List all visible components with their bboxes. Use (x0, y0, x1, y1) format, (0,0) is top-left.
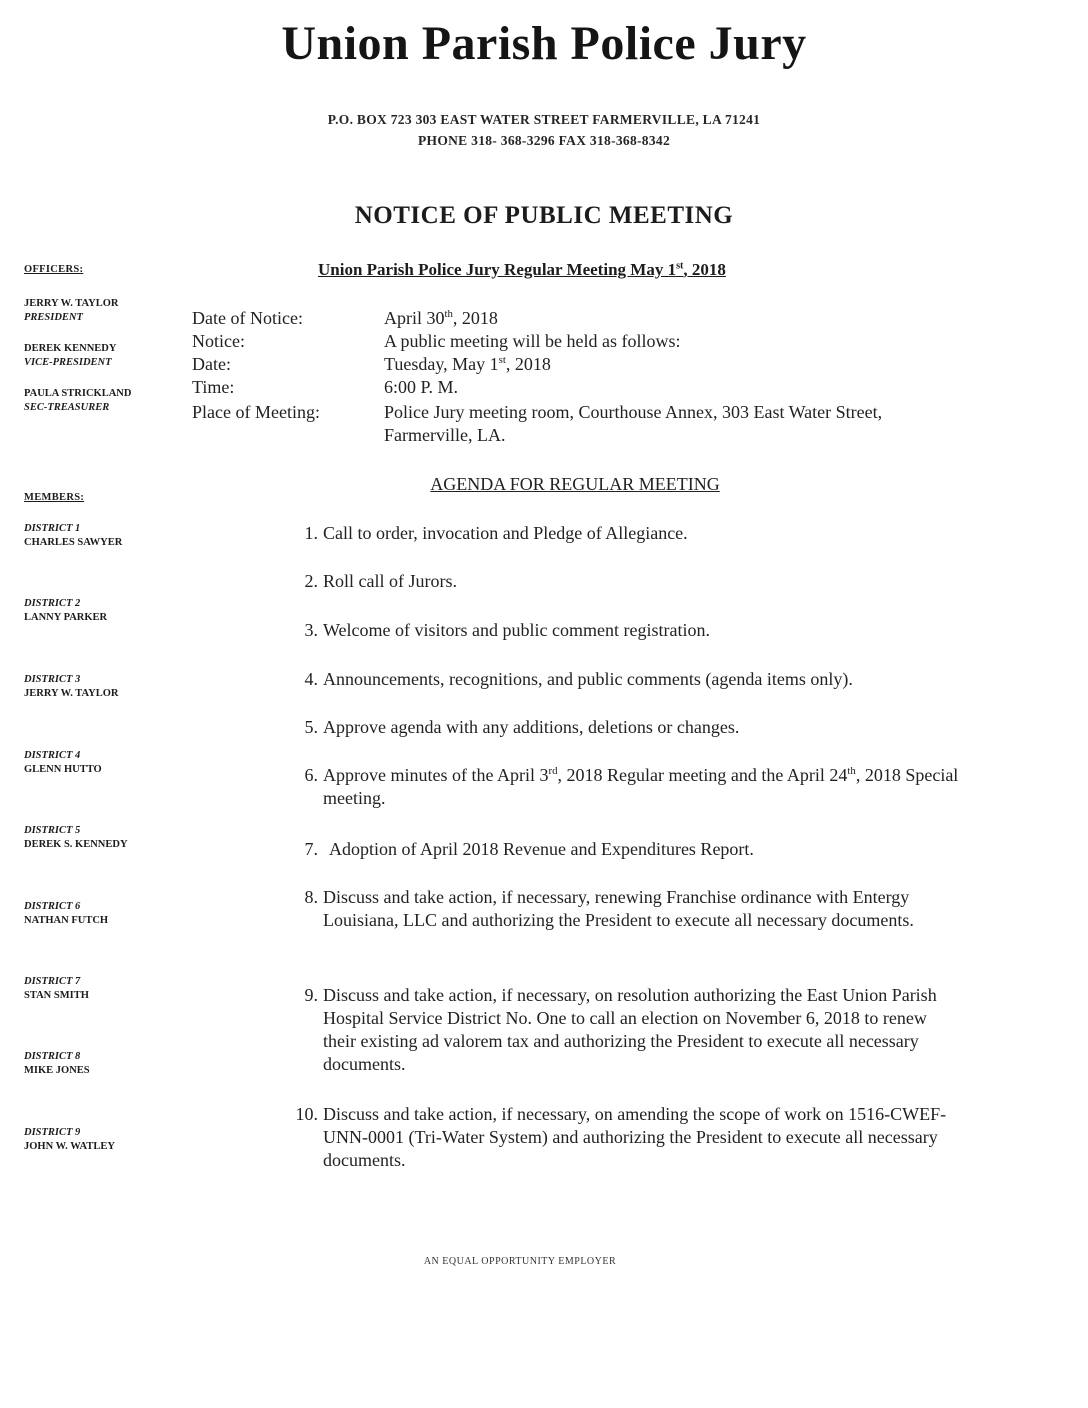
agenda-item-text: Discuss and take action, if necessary, renewing Franchise ordinance with Entergy Louisiana, LLC and authorizing the President to execute all necessary documents. (323, 887, 914, 930)
agenda-item (280, 716, 980, 739)
agenda-item-text: Welcome of visitors and public comment registration. (323, 620, 710, 640)
agenda-item-text: Approve minutes of the April 3rd, 2018 Regular meeting and the April 24th, 2018 Special meeting. (323, 765, 959, 808)
agenda-item-text: Discuss and take action, if necessary, on amending the scope of work on 1516-CWEF-UNN-0001 (Tri-Water System) and authorizing the President to execute all necessary documents. (323, 1104, 947, 1170)
agenda-item-number: 8. (304, 887, 318, 907)
officer-name: DEREK KENNEDY (24, 343, 117, 354)
member-name: NATHAN FUTCH (24, 915, 109, 926)
agenda-item-number: 3. (304, 620, 318, 640)
agenda-item-number: 6. (304, 765, 318, 785)
agenda-item (280, 984, 980, 1076)
members-heading: MEMBERS: (24, 492, 85, 503)
member-district: DISTRICT 7 (24, 976, 81, 987)
member-name: STAN SMITH (24, 990, 89, 1001)
member-district: DISTRICT 8 (24, 1051, 81, 1062)
officer-name: JERRY W. TAYLOR (24, 298, 119, 309)
officer-president (24, 297, 174, 325)
member-district: DISTRICT 6 (24, 901, 81, 912)
place-label: Place of Meeting: (192, 402, 320, 422)
agenda-item-number: 9. (304, 985, 318, 1005)
notice-value: A public meeting will be held as follows: (384, 331, 681, 351)
member-name: MIKE JONES (24, 1065, 90, 1076)
agenda-item-text: Call to order, invocation and Pledge of Allegiance. (323, 523, 688, 543)
agenda-item (280, 764, 980, 810)
agenda-item-number: 1. (304, 523, 318, 543)
member-name: DEREK S. KENNEDY (24, 839, 128, 850)
officer-title: VICE-PRESIDENT (24, 357, 112, 368)
agenda-item-number: 5. (304, 717, 318, 737)
member-district: DISTRICT 2 (24, 598, 81, 609)
member-district-5 (24, 824, 174, 852)
member-district-7 (24, 975, 174, 1003)
organization-name: Union Parish Police Jury (281, 17, 807, 70)
agenda-item-number: 2. (304, 571, 318, 591)
notice-title: NOTICE OF PUBLIC MEETING (354, 202, 734, 229)
date-of-notice-value: April 30th, 2018 (384, 308, 498, 328)
agenda-item-text: Discuss and take action, if necessary, on resolution authorizing the East Union Parish Hospital Service District No. One to call an election on November 6, 2018 to renew their existing ad valorem tax and authorizing the President to execute all necessary documents. (323, 985, 937, 1074)
agenda-item-number: 10. (295, 1104, 318, 1124)
member-name: GLENN HUTTO (24, 764, 102, 775)
agenda-item (280, 668, 980, 691)
address-line: P.O. BOX 723 303 EAST WATER STREET FARMERVILLE, LA 71241 (327, 112, 761, 127)
agenda-item-text: Adoption of April 2018 Revenue and Expenditures Report. (329, 839, 754, 859)
agenda-item (280, 1103, 980, 1172)
notice-label: Notice: (192, 331, 245, 351)
agenda-item-text: Roll call of Jurors. (323, 571, 457, 591)
footer-equal-opportunity: AN EQUAL OPPORTUNITY EMPLOYER (423, 1256, 617, 1267)
date-value: Tuesday, May 1st, 2018 (384, 354, 551, 374)
member-district-3 (24, 673, 174, 701)
agenda-item-number: 4. (304, 669, 318, 689)
agenda-item (280, 570, 980, 593)
place-value: Police Jury meeting room, Courthouse Annex, 303 East Water Street, Farmerville, LA. (384, 402, 883, 445)
member-district-4 (24, 749, 174, 777)
member-district-9 (24, 1126, 174, 1154)
officer-title: SEC-TREASURER (24, 402, 110, 413)
date-of-notice-label: Date of Notice: (192, 308, 303, 328)
member-district: DISTRICT 9 (24, 1127, 81, 1138)
member-district-1 (24, 522, 174, 550)
officer-title: PRESIDENT (24, 312, 83, 323)
officer-name: PAULA STRICKLAND (24, 388, 132, 399)
officer-sec-treasurer (24, 387, 174, 415)
officers-heading: OFFICERS: (24, 264, 84, 275)
member-name: CHARLES SAWYER (24, 537, 123, 548)
time-label: Time: (192, 377, 235, 397)
meeting-title: Union Parish Police Jury Regular Meeting May 1st, 2018 (318, 260, 726, 279)
member-district: DISTRICT 5 (24, 825, 81, 836)
member-name: JERRY W. TAYLOR (24, 688, 119, 699)
agenda-item-text: Approve agenda with any additions, deletions or changes. (323, 717, 740, 737)
agenda-item (280, 838, 980, 861)
agenda-item-text: Announcements, recognitions, and public comments (agenda items only). (323, 669, 853, 689)
agenda-heading: AGENDA FOR REGULAR MEETING (430, 474, 720, 494)
agenda-item (280, 522, 980, 545)
member-district-2 (24, 597, 174, 625)
member-district: DISTRICT 4 (24, 750, 81, 761)
agenda-item (280, 886, 980, 932)
date-label: Date: (192, 354, 231, 374)
member-district-6 (24, 900, 174, 928)
member-district: DISTRICT 1 (24, 523, 81, 534)
member-district-8 (24, 1050, 174, 1078)
officer-vice-president (24, 342, 174, 370)
agenda-item-number: 7. (304, 839, 318, 859)
member-district: DISTRICT 3 (24, 674, 81, 685)
phone-fax-line: PHONE 318- 368-3296 FAX 318-368-8342 (417, 133, 671, 148)
member-name: LANNY PARKER (24, 612, 108, 623)
time-value: 6:00 P. M. (384, 377, 459, 397)
member-name: JOHN W. WATLEY (24, 1141, 115, 1152)
agenda-item (280, 619, 980, 642)
